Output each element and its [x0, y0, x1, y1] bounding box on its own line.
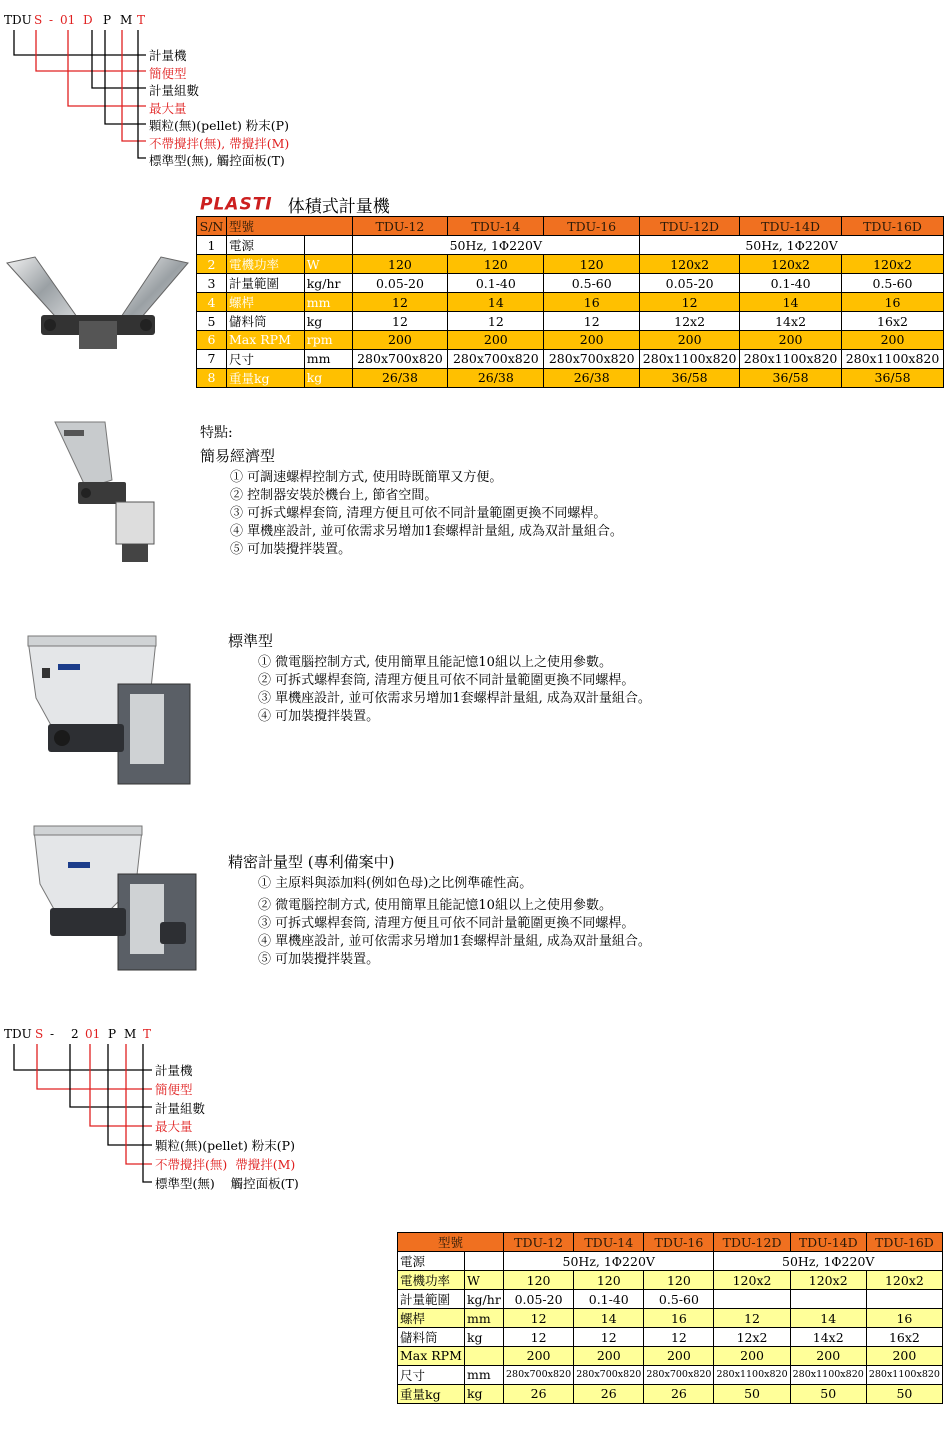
code-char: 2: [71, 1027, 79, 1041]
table-cell: 280x1100x820: [714, 1365, 790, 1384]
header-cell: TDU-12: [352, 217, 448, 236]
table-cell: 120: [544, 255, 640, 274]
header-cell: TDU-16D: [842, 217, 944, 236]
table-cell: 14x2: [740, 312, 842, 331]
table-cell: 50Hz, 1Φ220V: [640, 236, 944, 255]
code-char: T: [137, 13, 146, 27]
table-cell: 16: [842, 293, 944, 312]
legend-item: 最大量: [149, 100, 187, 116]
features-standard: [228, 630, 651, 726]
feature-item: ⑤ 可加裝攪拌裝置。: [258, 952, 380, 967]
table-cell: 120: [644, 1271, 714, 1290]
standard-model-image: [18, 628, 203, 798]
table-cell: 12: [504, 1309, 574, 1328]
feature-item: ② 微電腦控制方式, 使用簡單且能記憶10組以上之使用參數。: [258, 898, 612, 913]
code-lines: [0, 28, 160, 168]
feature-item: ② 可拆式螺桿套筒, 清理方便且可依不同計量範圍更換不同螺桿。: [258, 673, 635, 688]
table-cell: 0.1-40: [448, 274, 544, 293]
table-cell: 200: [644, 1347, 714, 1366]
twin-hopper-image: [5, 255, 190, 350]
table-cell: 12: [640, 293, 740, 312]
table-cell: 280x700x820: [448, 349, 544, 368]
table-cell: 12: [352, 312, 448, 331]
table-cell: 280x1100x820: [640, 349, 740, 368]
row-unit: kg: [464, 1384, 503, 1403]
header-cell: TDU-16: [644, 1233, 714, 1252]
legend-item: 計量組數: [149, 83, 200, 98]
table-cell: 12: [644, 1328, 714, 1347]
code-char: P: [108, 1027, 117, 1041]
legend-item: 計量機: [149, 48, 187, 63]
precision-model-illustration: [30, 822, 210, 980]
row-label: 儲料筒: [398, 1328, 465, 1347]
precision-model-image: [30, 822, 210, 980]
feature-item: ① 可調速螺桿控制方式, 使用時既簡單又方便。: [230, 470, 503, 485]
table-cell: 12x2: [640, 312, 740, 331]
row-index: 8: [197, 368, 227, 387]
row-unit: kg: [304, 368, 352, 387]
row-unit: kg/hr: [304, 274, 352, 293]
code-lines: [0, 1042, 160, 1187]
table-cell: 12: [448, 312, 544, 331]
feature-item: ① 主原料與添加料(例如色母)之比例準確性高。: [258, 876, 533, 891]
table-cell: 200: [504, 1347, 574, 1366]
header-cell: TDU-14D: [740, 217, 842, 236]
spec-table-2: [397, 1232, 943, 1404]
plasti-logo: PLASTI: [200, 194, 273, 215]
table-cell: 26: [504, 1384, 574, 1403]
table-cell: 26/38: [448, 368, 544, 387]
table-cell: 50Hz, 1Φ220V: [714, 1252, 943, 1271]
feature-item: ③ 單機座設計, 並可依需求另增加1套螺桿計量組, 成為双計量組合。: [258, 691, 651, 706]
table-cell: 14: [574, 1309, 644, 1328]
code-char: M: [120, 13, 133, 27]
table-cell: 36/58: [842, 368, 944, 387]
page-title: 体積式計量機: [287, 197, 390, 217]
table-cell: 16: [544, 293, 640, 312]
row-index: 6: [197, 331, 227, 350]
spec-table-1: [196, 216, 944, 388]
row-label: 電機功率: [398, 1271, 465, 1290]
header-cell: TDU-12: [504, 1233, 574, 1252]
table-cell: 120x2: [640, 255, 740, 274]
model-code-1: [4, 13, 164, 29]
table-cell: 14: [790, 1309, 866, 1328]
legend-item: 標準型(無), 觸控面板(T): [149, 153, 285, 168]
table-cell: 0.1-40: [574, 1290, 644, 1309]
legend-item: 計量機: [155, 1063, 193, 1078]
row-unit: kg: [304, 312, 352, 331]
feature-item: ① 微電腦控制方式, 使用簡單且能記憶10組以上之使用參數。: [258, 655, 612, 670]
feature-item: ③ 可拆式螺桿套筒, 清理方便且可依不同計量範圍更換不同螺桿。: [230, 506, 607, 521]
simple-model-illustration: [50, 420, 160, 565]
feature-item: ④ 單機座設計, 並可依需求另增加1套螺桿計量組, 成為双計量組合。: [258, 934, 651, 949]
row-unit: [464, 1347, 503, 1366]
legend-item: 簡便型: [149, 65, 187, 81]
code-legend-2: [155, 1062, 299, 1194]
table-cell: 200: [574, 1347, 644, 1366]
table-cell: 50: [790, 1384, 866, 1403]
table-cell: 120x2: [714, 1271, 790, 1290]
legend-item: 簡便型: [155, 1081, 193, 1097]
header-cell: TDU-12D: [714, 1233, 790, 1252]
header-cell: 型號: [398, 1233, 504, 1252]
row-unit: W: [304, 255, 352, 274]
table-header-row: [398, 1233, 943, 1252]
table-cell: 26/38: [352, 368, 448, 387]
row-label: 螺桿: [398, 1309, 465, 1328]
code-char: P: [103, 13, 112, 27]
row-unit: W: [464, 1271, 503, 1290]
table-cell: [714, 1290, 790, 1309]
code-char: S: [35, 1027, 44, 1041]
table-cell: 280x700x820: [352, 349, 448, 368]
table-cell: 200: [352, 331, 448, 350]
table-cell: 0.05-20: [352, 274, 448, 293]
code-diagram-1: [0, 28, 160, 168]
features-subtitle: 標準型: [228, 632, 274, 650]
row-label: Max RPM: [226, 331, 304, 350]
table-cell: 280x700x820: [574, 1365, 644, 1384]
row-label: Max RPM: [398, 1347, 465, 1366]
row-label: 電源: [226, 236, 304, 255]
features-heading: 特點:: [200, 425, 233, 441]
header-cell: S/N: [197, 217, 227, 236]
table-cell: 200: [866, 1347, 942, 1366]
feature-item: ④ 可加裝攪拌裝置。: [258, 709, 380, 724]
header-cell: TDU-16D: [866, 1233, 942, 1252]
code-prefix: TDU: [4, 1027, 32, 1041]
feature-item: ② 控制器安裝於機台上, 節省空間。: [230, 488, 438, 503]
table-row: [398, 1384, 943, 1403]
code-char: 01: [85, 1027, 101, 1041]
code-legend-1: [149, 47, 289, 170]
code-prefix: TDU: [4, 13, 32, 27]
code-char: S: [34, 13, 43, 27]
row-index: 3: [197, 274, 227, 293]
table-cell: 36/58: [740, 368, 842, 387]
legend-item: 顆粒(無)(pellet) 粉末(P): [149, 118, 289, 133]
code-char: 01: [60, 13, 76, 27]
table-row: [197, 349, 944, 368]
header-cell: TDU-14: [574, 1233, 644, 1252]
header-cell: TDU-16: [544, 217, 640, 236]
table-cell: 120x2: [790, 1271, 866, 1290]
header-cell: TDU-12D: [640, 217, 740, 236]
table-cell: 26/38: [544, 368, 640, 387]
table-cell: 12: [544, 312, 640, 331]
table-cell: 50: [714, 1384, 790, 1403]
row-unit: [464, 1252, 503, 1271]
features-simple: [200, 422, 623, 559]
table-row: [197, 274, 944, 293]
row-unit: rpm: [304, 331, 352, 350]
feature-item: ⑤ 可加裝攪拌裝置。: [230, 542, 352, 557]
table-cell: 26: [644, 1384, 714, 1403]
table-cell: 0.5-60: [842, 274, 944, 293]
table-cell: 0.5-60: [544, 274, 640, 293]
row-label: 計量範圍: [398, 1290, 465, 1309]
row-label: 計量範圍: [226, 274, 304, 293]
row-index: 5: [197, 312, 227, 331]
standard-model-illustration: [18, 628, 203, 798]
legend-item: 顆粒(無)(pellet) 粉末(P): [155, 1138, 295, 1154]
table-cell: 0.05-20: [640, 274, 740, 293]
table-cell: 120x2: [842, 255, 944, 274]
table-cell: 200: [448, 331, 544, 350]
table-cell: 26: [574, 1384, 644, 1403]
legend-item: 不帶攪拌(無) 帶攪拌(M): [155, 1156, 296, 1172]
table-cell: 16x2: [842, 312, 944, 331]
code-char: -: [50, 1027, 55, 1041]
row-unit: mm: [304, 293, 352, 312]
table-header-row: [197, 217, 944, 236]
code-char: D: [83, 13, 93, 27]
code-char: T: [143, 1027, 152, 1041]
table-row: [398, 1347, 943, 1366]
legend-item: 不帶攪拌(無), 帶攪拌(M): [149, 135, 290, 151]
table-cell: 200: [790, 1347, 866, 1366]
table-row: [398, 1252, 943, 1271]
features-subtitle: 簡易經濟型: [200, 447, 276, 465]
table-cell: 200: [714, 1347, 790, 1366]
table-cell: 50: [866, 1384, 942, 1403]
header-cell: TDU-14D: [790, 1233, 866, 1252]
row-unit: kg: [464, 1328, 503, 1347]
table-cell: 280x700x820: [544, 349, 640, 368]
table-cell: 0.5-60: [644, 1290, 714, 1309]
table-cell: 12: [714, 1309, 790, 1328]
row-label: 螺桿: [226, 293, 304, 312]
code-char: -: [49, 13, 54, 27]
table-cell: 0.1-40: [740, 274, 842, 293]
model-code-2: [4, 1027, 164, 1043]
row-label: 尺寸: [226, 349, 304, 368]
row-index: 7: [197, 349, 227, 368]
table-row: [197, 255, 944, 274]
table-cell: 120x2: [740, 255, 842, 274]
feature-item: ④ 單機座設計, 並可依需求另增加1套螺桿計量組, 成為双計量組合。: [230, 524, 623, 539]
table-cell: 280x1100x820: [866, 1365, 942, 1384]
table-cell: 16x2: [866, 1328, 942, 1347]
row-unit: kg/hr: [464, 1290, 503, 1309]
row-unit: [304, 236, 352, 255]
table-cell: 280x1100x820: [740, 349, 842, 368]
table-cell: 280x700x820: [644, 1365, 714, 1384]
table-cell: 120: [574, 1271, 644, 1290]
features-subtitle: 精密計量型 (專利備案中): [228, 853, 395, 871]
table-row: [197, 331, 944, 350]
table-cell: 120: [352, 255, 448, 274]
table-row: [398, 1328, 943, 1347]
table-cell: 12: [574, 1328, 644, 1347]
row-label: 尺寸: [398, 1365, 465, 1384]
brand-title: [200, 192, 390, 217]
row-index: 4: [197, 293, 227, 312]
twin-hopper-illustration: [5, 255, 190, 350]
table-cell: 200: [842, 331, 944, 350]
table-cell: [866, 1290, 942, 1309]
table-cell: 16: [866, 1309, 942, 1328]
table-row: [197, 312, 944, 331]
table-cell: 280x1100x820: [790, 1365, 866, 1384]
legend-item: 計量組數: [155, 1100, 206, 1116]
table-cell: 0.05-20: [504, 1290, 574, 1309]
table-row: [398, 1271, 943, 1290]
table-row: [398, 1309, 943, 1328]
table-cell: 200: [544, 331, 640, 350]
table-row: [398, 1365, 943, 1384]
table-cell: 50Hz, 1Φ220V: [352, 236, 640, 255]
table-cell: 14: [740, 293, 842, 312]
table-row: [197, 368, 944, 387]
code-diagram-2: [0, 1042, 160, 1187]
table-cell: 12: [352, 293, 448, 312]
row-label: 儲料筒: [226, 312, 304, 331]
row-unit: mm: [464, 1309, 503, 1328]
row-label: 電源: [398, 1252, 465, 1271]
legend-item: 標準型(無) 觸控面板(T): [155, 1175, 299, 1191]
feature-item: ③ 可拆式螺桿套筒, 清理方便且可依不同計量範圍更換不同螺桿。: [258, 916, 635, 931]
legend-item: 最大量: [155, 1119, 193, 1135]
table-cell: 16: [644, 1309, 714, 1328]
table-cell: [790, 1290, 866, 1309]
features-precision: [228, 851, 651, 969]
table-cell: 12: [504, 1328, 574, 1347]
row-index: 2: [197, 255, 227, 274]
table-cell: 200: [740, 331, 842, 350]
table-cell: 12x2: [714, 1328, 790, 1347]
row-label: 重量kg: [226, 368, 304, 387]
simple-model-image: [50, 420, 160, 565]
row-index: 1: [197, 236, 227, 255]
header-cell: 型號: [226, 217, 352, 236]
row-label: 重量kg: [398, 1384, 465, 1403]
table-row: [197, 293, 944, 312]
table-cell: 36/58: [640, 368, 740, 387]
row-label: 電機功率: [226, 255, 304, 274]
table-cell: 200: [640, 331, 740, 350]
row-unit: mm: [304, 349, 352, 368]
table-row: [197, 236, 944, 255]
table-cell: 14: [448, 293, 544, 312]
table-cell: 120x2: [866, 1271, 942, 1290]
table-cell: 50Hz, 1Φ220V: [504, 1252, 714, 1271]
table-row: [398, 1290, 943, 1309]
table-cell: 120: [504, 1271, 574, 1290]
table-cell: 120: [448, 255, 544, 274]
table-cell: 280x1100x820: [842, 349, 944, 368]
table-cell: 14x2: [790, 1328, 866, 1347]
code-char: M: [124, 1027, 137, 1041]
table-cell: 280x700x820: [504, 1365, 574, 1384]
row-unit: mm: [464, 1365, 503, 1384]
header-cell: TDU-14: [448, 217, 544, 236]
